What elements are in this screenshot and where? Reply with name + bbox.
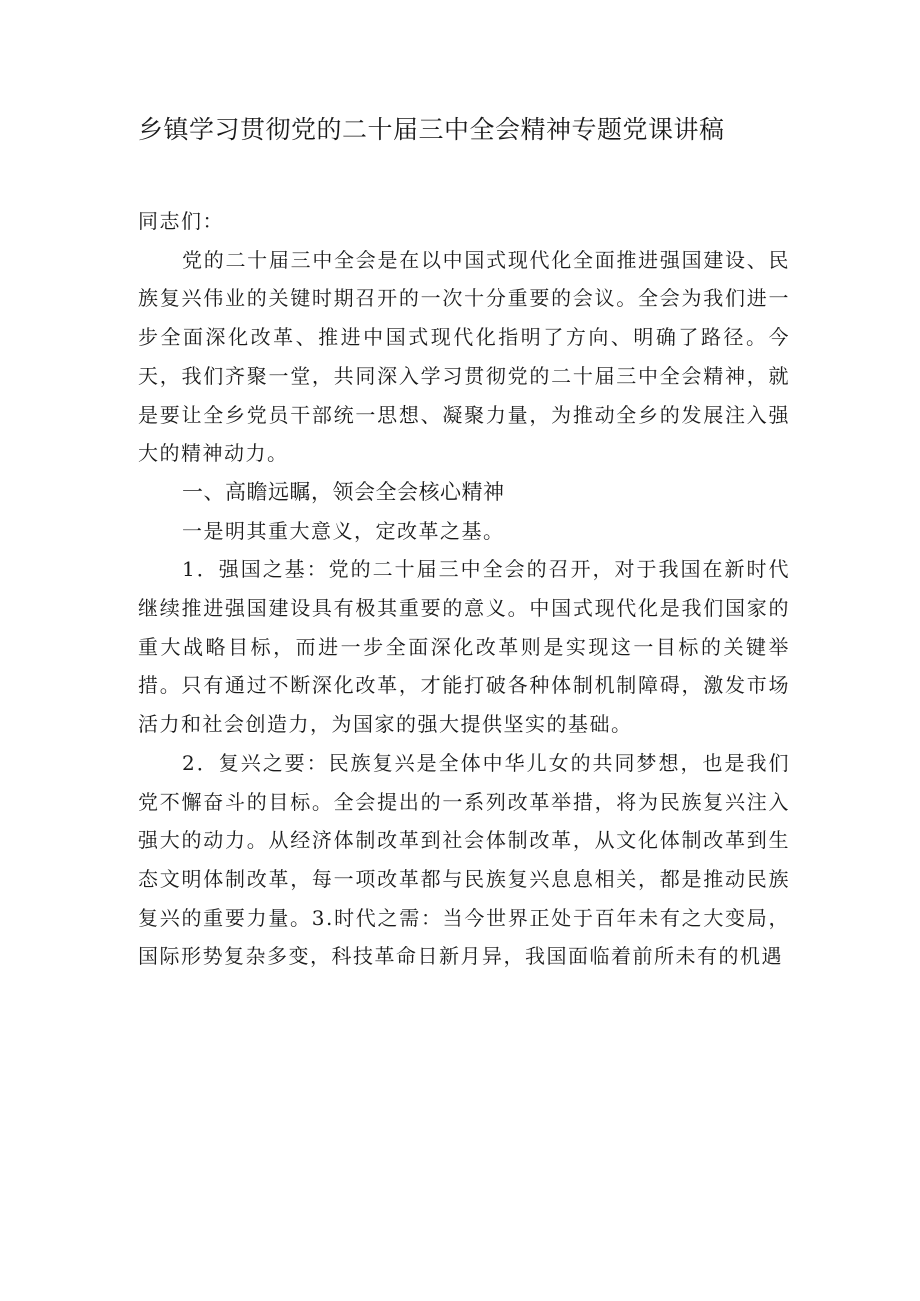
section-heading: 一、高瞻远瞩，领会全会核心精神 [182,479,505,504]
salutation: 同志们： [138,209,224,233]
intro-paragraph: 党的二十届三中全会是在以中国式现代化全面推进强国建设、民族复兴伟业的关键时期召开的一次十分重要的会议。全会为我们进一步全面深化改革、推进中国式现代化指明了方向、明确了路径。今天，我们齐聚一堂，共同深入学习贯彻党的二十届三中全会精神，就是要让全乡党员干部统一思想、凝聚力量，为推动全乡的发展注入强大的精神动力。 [138,247,790,466]
point-1-paragraph: 1．强国之基：党的二十届三中全会的召开，对于我国在新时代继续推进强国建设具有极其重要的意义。中国式现代化是我们国家的重大战略目标，而进一步全面深化改革则是实现这一目标的关键举措。只有通过不断深化改革，才能打破各种体制机制障碍，激发市场活力和社会创造力，为国家的强大提供坚实的基础。 [138,557,790,737]
document-body [138,202,790,976]
document-title: 乡镇学习贯彻党的二十届三中全会精神专题党课讲稿 [138,115,725,144]
subsection-heading: 一是明其重大意义，定改革之基。 [182,518,505,543]
point-2-paragraph: 2．复兴之要：民族复兴是全体中华儿女的共同梦想，也是我们党不懈奋斗的目标。全会提出的一系列改革举措，将为民族复兴注入强大的动力。从经济体制改革到社会体制改革，从文化体制改革到生态文明体制改革，每一项改革都与民族复兴息息相关，都是推动民族复兴的重要力量。3.时代之需：当今世界正处于百年未有之大变局，国际形势复杂多变，科技革命日新月异，我国面临着前所未有的机遇 [138,750,790,969]
